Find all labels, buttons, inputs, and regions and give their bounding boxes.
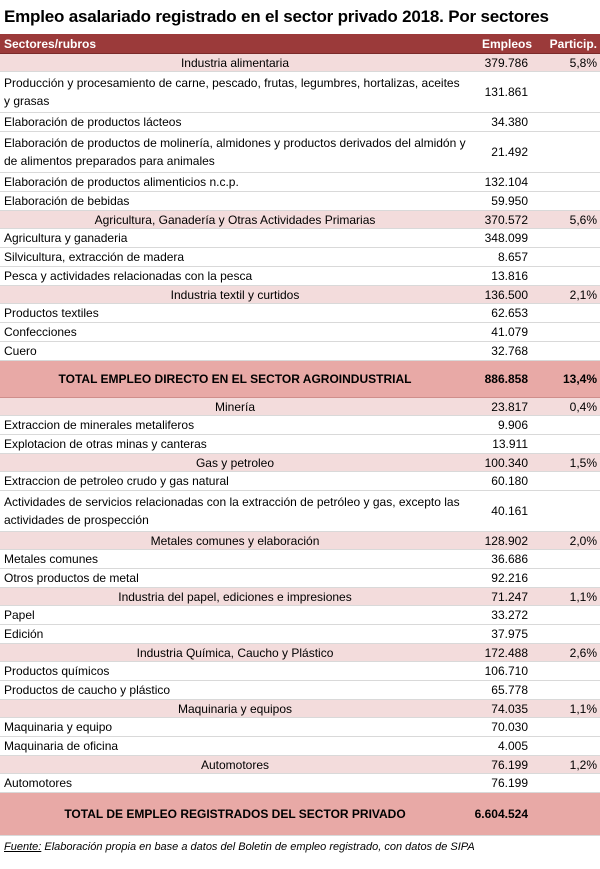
total-agro-row-value: 886.858 bbox=[470, 361, 540, 398]
sector-label: Industria textil y curtidos bbox=[0, 286, 470, 304]
total-private-row-value: 6.604.524 bbox=[470, 793, 540, 836]
row-value: 8.657 bbox=[470, 248, 540, 267]
sector-value: 370.572 bbox=[470, 211, 540, 229]
sector-pct: 1,2% bbox=[540, 756, 600, 774]
row-value: 92.216 bbox=[470, 569, 540, 588]
table-row bbox=[0, 625, 600, 644]
row-value: 37.975 bbox=[470, 625, 540, 644]
row-label: Agricultura y ganaderia bbox=[0, 229, 470, 248]
row-pct-empty bbox=[540, 625, 600, 644]
row-value: 36.686 bbox=[470, 550, 540, 569]
row-value: 4.005 bbox=[470, 737, 540, 756]
row-pct-empty bbox=[540, 774, 600, 793]
row-label: Automotores bbox=[0, 774, 470, 793]
table-row bbox=[0, 550, 600, 569]
sector-value: 100.340 bbox=[470, 454, 540, 472]
row-value: 70.030 bbox=[470, 718, 540, 737]
row-pct-empty bbox=[540, 229, 600, 248]
row-value: 13.816 bbox=[470, 267, 540, 286]
row-value: 21.492 bbox=[470, 132, 540, 173]
row-value: 34.380 bbox=[470, 113, 540, 132]
row-value: 33.272 bbox=[470, 606, 540, 625]
table-row bbox=[0, 304, 600, 323]
row-pct-empty bbox=[540, 491, 600, 532]
sector-label: Industria Química, Caucho y Plástico bbox=[0, 644, 470, 662]
sector-pct: 1,5% bbox=[540, 454, 600, 472]
sector-value: 74.035 bbox=[470, 700, 540, 718]
table-row bbox=[0, 113, 600, 132]
row-pct-empty bbox=[540, 113, 600, 132]
row-label: Silvicultura, extracción de madera bbox=[0, 248, 470, 267]
row-pct-empty bbox=[540, 192, 600, 211]
row-value: 13.911 bbox=[470, 435, 540, 454]
row-label: Productos textiles bbox=[0, 304, 470, 323]
table-row bbox=[0, 737, 600, 756]
row-value: 131.861 bbox=[470, 72, 540, 113]
sector-pct: 2,6% bbox=[540, 644, 600, 662]
table-row bbox=[0, 132, 600, 173]
row-label: Elaboración de productos alimenticios n.c.p. bbox=[0, 173, 470, 192]
row-pct-empty bbox=[540, 472, 600, 491]
row-value: 40.161 bbox=[470, 491, 540, 532]
sector-row bbox=[0, 532, 600, 550]
sector-label: Industria del papel, ediciones e impresiones bbox=[0, 588, 470, 606]
sector-label: Agricultura, Ganadería y Otras Actividades Primarias bbox=[0, 211, 470, 229]
row-pct-empty bbox=[540, 606, 600, 625]
table-row bbox=[0, 323, 600, 342]
table-row bbox=[0, 416, 600, 435]
row-label: Cuero bbox=[0, 342, 470, 361]
sector-value: 172.488 bbox=[470, 644, 540, 662]
row-pct-empty bbox=[540, 681, 600, 700]
header-sectores: Sectores/rubros bbox=[0, 34, 470, 54]
row-pct-empty bbox=[540, 267, 600, 286]
table-row bbox=[0, 569, 600, 588]
table-row bbox=[0, 342, 600, 361]
table-row bbox=[0, 173, 600, 192]
row-pct-empty bbox=[540, 550, 600, 569]
row-pct-empty bbox=[540, 173, 600, 192]
sector-label: Industria alimentaria bbox=[0, 54, 470, 72]
row-pct-empty bbox=[540, 662, 600, 681]
row-pct-empty bbox=[540, 304, 600, 323]
sector-label: Minería bbox=[0, 398, 470, 416]
row-label: Productos de caucho y plástico bbox=[0, 681, 470, 700]
total-agro-row bbox=[0, 361, 600, 398]
row-label: Actividades de servicios relacionadas con la extracción de petróleo y gas, excepto las actividades de prospección bbox=[0, 491, 470, 532]
sector-row bbox=[0, 398, 600, 416]
row-pct-empty bbox=[540, 342, 600, 361]
total-private-row-label: TOTAL DE EMPLEO REGISTRADOS DEL SECTOR PRIVADO bbox=[0, 793, 470, 836]
table-row bbox=[0, 472, 600, 491]
total-private-row-pct bbox=[540, 793, 600, 836]
sector-pct: 2,1% bbox=[540, 286, 600, 304]
row-value: 59.950 bbox=[470, 192, 540, 211]
row-pct-empty bbox=[540, 737, 600, 756]
table-row bbox=[0, 192, 600, 211]
sector-value: 128.902 bbox=[470, 532, 540, 550]
sector-pct: 0,4% bbox=[540, 398, 600, 416]
table-row bbox=[0, 681, 600, 700]
row-pct-empty bbox=[540, 718, 600, 737]
table-row bbox=[0, 718, 600, 737]
sector-value: 379.786 bbox=[470, 54, 540, 72]
row-pct-empty bbox=[540, 72, 600, 113]
sector-value: 23.817 bbox=[470, 398, 540, 416]
sector-pct: 1,1% bbox=[540, 588, 600, 606]
footnote-text: Elaboración propia en base a datos del Boletin de empleo registrado, con datos de SIPA bbox=[41, 841, 475, 853]
row-label: Maquinaria y equipo bbox=[0, 718, 470, 737]
sector-label: Metales comunes y elaboración bbox=[0, 532, 470, 550]
row-label: Explotacion de otras minas y canteras bbox=[0, 435, 470, 454]
table-header-row bbox=[0, 34, 600, 54]
table-row bbox=[0, 267, 600, 286]
table-row bbox=[0, 606, 600, 625]
row-pct-empty bbox=[540, 132, 600, 173]
table-row bbox=[0, 662, 600, 681]
table-row bbox=[0, 774, 600, 793]
row-label: Elaboración de productos lácteos bbox=[0, 113, 470, 132]
row-pct-empty bbox=[540, 435, 600, 454]
sector-row bbox=[0, 700, 600, 718]
row-value: 65.778 bbox=[470, 681, 540, 700]
row-pct-empty bbox=[540, 416, 600, 435]
row-pct-empty bbox=[540, 323, 600, 342]
row-label: Productos químicos bbox=[0, 662, 470, 681]
footnote-lead: Fuente: bbox=[4, 841, 42, 853]
sector-value: 76.199 bbox=[470, 756, 540, 774]
table-row bbox=[0, 72, 600, 113]
sector-label: Automotores bbox=[0, 756, 470, 774]
row-label: Extraccion de petroleo crudo y gas natural bbox=[0, 472, 470, 491]
sector-pct: 5,6% bbox=[540, 211, 600, 229]
sector-label: Maquinaria y equipos bbox=[0, 700, 470, 718]
header-particip: Particip. bbox=[540, 34, 600, 54]
row-value: 9.906 bbox=[470, 416, 540, 435]
row-pct-empty bbox=[540, 569, 600, 588]
table-row bbox=[0, 435, 600, 454]
row-label: Edición bbox=[0, 625, 470, 644]
sector-row bbox=[0, 286, 600, 304]
total-agro-row-pct: 13,4% bbox=[540, 361, 600, 398]
sector-row bbox=[0, 588, 600, 606]
table-row bbox=[0, 248, 600, 267]
sector-value: 71.247 bbox=[470, 588, 540, 606]
row-label: Elaboración de bebidas bbox=[0, 192, 470, 211]
row-label: Pesca y actividades relacionadas con la pesca bbox=[0, 267, 470, 286]
row-label: Metales comunes bbox=[0, 550, 470, 569]
sector-row bbox=[0, 644, 600, 662]
employment-table bbox=[0, 34, 600, 836]
total-private-row bbox=[0, 793, 600, 836]
row-value: 32.768 bbox=[470, 342, 540, 361]
sector-row bbox=[0, 54, 600, 72]
header-empleos: Empleos bbox=[470, 34, 540, 54]
sector-row bbox=[0, 211, 600, 229]
row-label: Elaboración de productos de molinería, almidones y productos derivados del almidón y de alimentos preparados para animales bbox=[0, 132, 470, 173]
sector-pct: 1,1% bbox=[540, 700, 600, 718]
table-row bbox=[0, 229, 600, 248]
row-value: 60.180 bbox=[470, 472, 540, 491]
table-title: Empleo asalariado registrado en el sector privado 2018. Por sectores bbox=[4, 7, 549, 26]
sector-row bbox=[0, 454, 600, 472]
row-value: 76.199 bbox=[470, 774, 540, 793]
row-label: Extraccion de minerales metaliferos bbox=[0, 416, 470, 435]
row-label: Producción y procesamiento de carne, pescado, frutas, legumbres, hortalizas, aceites y grasas bbox=[0, 72, 470, 113]
sector-value: 136.500 bbox=[470, 286, 540, 304]
table-row bbox=[0, 491, 600, 532]
row-label: Otros productos de metal bbox=[0, 569, 470, 588]
row-value: 348.099 bbox=[470, 229, 540, 248]
row-label: Maquinaria de oficina bbox=[0, 737, 470, 756]
row-value: 132.104 bbox=[470, 173, 540, 192]
row-label: Confecciones bbox=[0, 323, 470, 342]
row-value: 62.653 bbox=[470, 304, 540, 323]
sector-row bbox=[0, 756, 600, 774]
row-label: Papel bbox=[0, 606, 470, 625]
row-pct-empty bbox=[540, 248, 600, 267]
source-footnote bbox=[0, 836, 600, 858]
row-value: 106.710 bbox=[470, 662, 540, 681]
sector-pct: 2,0% bbox=[540, 532, 600, 550]
row-value: 41.079 bbox=[470, 323, 540, 342]
sector-pct: 5,8% bbox=[540, 54, 600, 72]
total-agro-row-label: TOTAL EMPLEO DIRECTO EN EL SECTOR AGROINDUSTRIAL bbox=[0, 361, 470, 398]
sector-label: Gas y petroleo bbox=[0, 454, 470, 472]
table-body bbox=[0, 34, 600, 836]
